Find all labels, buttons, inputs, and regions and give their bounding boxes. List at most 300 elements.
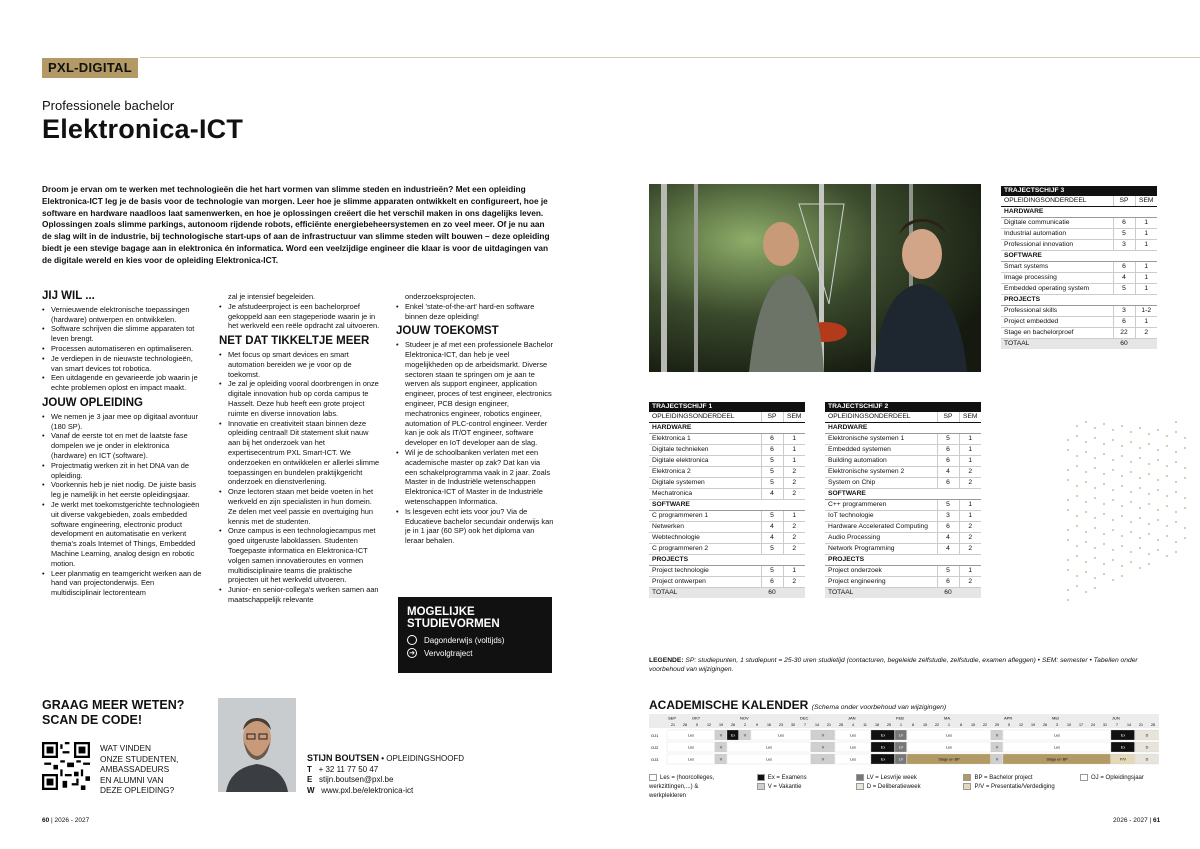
table-row bbox=[1001, 240, 1157, 251]
course-sem: 1-2 bbox=[1135, 306, 1157, 317]
col-header: SEM bbox=[783, 412, 805, 423]
calendar-cell-label: Ex bbox=[730, 733, 736, 738]
day-label: 8 bbox=[960, 723, 962, 727]
course-sp: 4 bbox=[1113, 273, 1135, 284]
calendar-cell-label: Ex bbox=[1120, 745, 1126, 750]
calendar-cell-label: V bbox=[719, 745, 723, 750]
contact-name: STIJN BOUTSEN bbox=[307, 753, 380, 763]
calendar-cell-label: Ex bbox=[880, 733, 886, 738]
calendar-cell-label: Les bbox=[687, 733, 695, 738]
course-sem: 2 bbox=[959, 467, 981, 478]
list-item: • Is lesgeven echt iets voor jou? Via de Educatieve bachelor secundair onderwijs kan je in 1 jaar (60 SP) ook het diploma van leraar behalen. bbox=[396, 507, 554, 546]
table-row bbox=[649, 522, 805, 533]
swatch-les bbox=[649, 774, 657, 781]
day-label: 15 bbox=[923, 723, 927, 727]
calendar-cell-label: Les bbox=[687, 745, 695, 750]
table-row bbox=[649, 467, 805, 478]
day-label: 3 bbox=[1056, 723, 1058, 727]
brand-tag: PXL-DIGITAL bbox=[42, 58, 138, 78]
calendar-cell-label: V bbox=[821, 745, 825, 750]
column-3 bbox=[396, 292, 554, 546]
day-label: 8 bbox=[912, 723, 914, 727]
course-name: Digitale technieken bbox=[649, 445, 761, 456]
day-label: 21 bbox=[1139, 723, 1143, 727]
list-item: • Software schrijven die slimme apparaten tot leven brengt. bbox=[42, 324, 202, 344]
course-sp: 4 bbox=[761, 489, 783, 500]
list-tikkeltje-meer bbox=[219, 350, 382, 605]
course-sem: 2 bbox=[783, 467, 805, 478]
option-dagonderwijs[interactable]: Dagonderwijs (voltijds) bbox=[407, 635, 543, 645]
meer-weten-heading: GRAAG MEER WETEN? SCAN DE CODE! bbox=[42, 698, 185, 727]
table-row bbox=[649, 511, 805, 522]
course-sp: 6 bbox=[761, 445, 783, 456]
day-label: 28 bbox=[683, 723, 687, 727]
course-sp: 3 bbox=[1113, 240, 1135, 251]
course-sp: 6 bbox=[937, 456, 959, 467]
col-header: OPLEIDINGSONDERDEEL bbox=[1001, 196, 1113, 207]
list-item: • Vernieuwende elektronische toepassingen (hardware) ontwerpen en ontwikkelen. bbox=[42, 305, 202, 325]
column-1 bbox=[42, 292, 202, 598]
list-item: • Voorkennis heb je niet nodig. De juiste basis leg je namelijk in het eerste opleidingsjaar. bbox=[42, 480, 202, 500]
col-header: SP bbox=[937, 412, 959, 423]
course-name: Project engineering bbox=[825, 577, 937, 588]
day-label: 7 bbox=[1116, 723, 1118, 727]
day-label: 26 bbox=[731, 723, 735, 727]
day-label: 15 bbox=[971, 723, 975, 727]
section-header: PROJECTS bbox=[649, 555, 805, 566]
table-row bbox=[649, 434, 805, 445]
list-afstudeer bbox=[219, 302, 382, 331]
course-sem: 1 bbox=[959, 456, 981, 467]
calendar-cell-label: V bbox=[995, 757, 999, 762]
course-name: Professional innovation bbox=[1001, 240, 1113, 251]
col-header: OPLEIDINGSONDERDEEL bbox=[825, 412, 937, 423]
calendar-cell-label: Ex bbox=[1120, 733, 1126, 738]
day-label: 21 bbox=[671, 723, 675, 727]
kalender-legend: Les = (hoorcolleges, werkzittingen,...) & werkplekleren Ex = Examens V = Vakantie LV = Lesvrije week D = Deliberatieweek BP = Bachelor project P/V = Presentatie/Verdediging OJ = Opleidingsjaar bbox=[649, 775, 1144, 800]
table-row bbox=[649, 544, 805, 555]
table-row bbox=[825, 456, 981, 467]
calendar-cell-label: V bbox=[719, 733, 723, 738]
course-sem: 1 bbox=[783, 566, 805, 577]
col-header: SEM bbox=[1135, 196, 1157, 207]
calendar-cell-label: LV bbox=[898, 733, 904, 738]
course-sem: 2 bbox=[783, 577, 805, 588]
legende: LEGENDE: SP: studiepunten, 1 studiepunt = 25-30 uren studietijd (contacturen, begeleide zelfstudie, zelfstudie, examen afleggen) • SEM: semester • Tabellen onder voorbehoud van wijzigingen. bbox=[649, 657, 1138, 673]
list-item: • Innovatie en creativiteit staan binnen deze opleiding centraal! Dit statement sluit nauw aan bij het onderzoek van het expertisecentrum PXL Smart-ICT. We onderzoeken en ontwikkelen er allerlei slimme toepassingen en bundelen praktijkgericht onderzoek en dienstverlening. bbox=[219, 419, 382, 488]
list-item: • Enkel 'state-of-the-art' hard-en software binnen deze opleiding! bbox=[396, 302, 554, 322]
radio-empty-icon bbox=[407, 635, 417, 645]
day-label: 14 bbox=[815, 723, 819, 727]
list-item: • Processen automatiseren en optimaliseren. bbox=[42, 344, 202, 354]
kalender-title: ACADEMISCHE KALENDER (Schema onder voorbehoud van wijzigingen) bbox=[649, 698, 947, 712]
section-header: SOFTWARE bbox=[1001, 251, 1157, 262]
table-row bbox=[649, 478, 805, 489]
day-label: 26 bbox=[1043, 723, 1047, 727]
list-item: • Je verdiepen in de nieuwste technologieën, van smart devices tot robotica. bbox=[42, 354, 202, 374]
course-sem: 1 bbox=[1135, 229, 1157, 240]
list-item: onderzoeksprojecten. bbox=[405, 292, 476, 301]
calendar-cell-label: Stage en BP bbox=[938, 757, 960, 762]
section-header: PROJECTS bbox=[1001, 295, 1157, 306]
list-item: • Junior- en senior-collega's werken samen aan maatschappelijk relevante bbox=[219, 585, 382, 605]
course-name: IoT technologie bbox=[825, 511, 937, 522]
course-name: Network Programming bbox=[825, 544, 937, 555]
course-sp: 5 bbox=[937, 434, 959, 445]
table-row bbox=[1001, 317, 1157, 328]
calendar-cell-label: V bbox=[995, 745, 999, 750]
course-name: Elektronische systemen 1 bbox=[825, 434, 937, 445]
day-label: 1 bbox=[948, 723, 950, 727]
course-name: C++ programmeren bbox=[825, 500, 937, 511]
contact-email[interactable]: stijn.boutsen@pxl.be bbox=[319, 775, 394, 784]
table-row bbox=[1001, 229, 1157, 240]
heading-jouw-toekomst: JOUW TOEKOMST bbox=[396, 325, 499, 338]
calendar-cell-label: Stage en BP bbox=[1046, 757, 1068, 762]
row-label: OJ2 bbox=[651, 745, 659, 750]
course-sem: 1 bbox=[959, 500, 981, 511]
section-header: HARDWARE bbox=[649, 423, 805, 434]
swatch-d bbox=[856, 783, 864, 790]
course-sem: 2 bbox=[783, 489, 805, 500]
day-label: 16 bbox=[767, 723, 771, 727]
course-sp: 5 bbox=[761, 478, 783, 489]
list-item: • Met focus op smart devices en smart automation bereiden we je voor op de toekomst. bbox=[219, 350, 382, 379]
day-label: 24 bbox=[1091, 723, 1095, 727]
swatch-oj bbox=[1080, 774, 1088, 781]
studievormen-box bbox=[398, 597, 552, 673]
footer-left: 60 | 2026 - 2027 bbox=[42, 817, 90, 824]
course-sp: 6 bbox=[761, 434, 783, 445]
table-row bbox=[825, 434, 981, 445]
swatch-bp bbox=[963, 774, 971, 781]
course-sem: 2 bbox=[783, 478, 805, 489]
calendar-cell-label: P/V bbox=[1119, 757, 1127, 762]
studievormen-title-2: STUDIEVORMEN bbox=[407, 618, 500, 630]
course-name: Project ontwerpen bbox=[649, 577, 761, 588]
table-row bbox=[825, 577, 981, 588]
course-sp: 6 bbox=[937, 478, 959, 489]
calendar-cell-label: Les bbox=[777, 733, 785, 738]
page-subtitle: Professionele bachelor bbox=[42, 98, 175, 113]
day-label: 28 bbox=[839, 723, 843, 727]
day-label: 12 bbox=[1019, 723, 1023, 727]
calendar-cell-label: Les bbox=[849, 733, 857, 738]
month-label: MA. bbox=[944, 715, 952, 721]
decorative-dot-pattern bbox=[1060, 420, 1200, 620]
course-sp: 6 bbox=[937, 577, 959, 588]
day-label: 7 bbox=[804, 723, 806, 727]
table-row bbox=[1001, 306, 1157, 317]
course-sp: 4 bbox=[761, 533, 783, 544]
calendar-cell-label: Les bbox=[1053, 733, 1061, 738]
month-label: SEP bbox=[668, 715, 677, 721]
course-sp: 4 bbox=[937, 533, 959, 544]
list-jouw-toekomst bbox=[396, 340, 554, 546]
table-row bbox=[649, 533, 805, 544]
students-lab-photo bbox=[649, 184, 981, 372]
academic-calendar-grid bbox=[649, 714, 1159, 768]
course-name: Mechatronica bbox=[649, 489, 761, 500]
day-label: 22 bbox=[935, 723, 939, 727]
month-label: FEB bbox=[896, 715, 904, 721]
list-item: • Studeer je af met een professionele Bachelor Elektronica-ICT, dan heb je veel mogelijkheden op de arbeidsmarkt. Diverse sectoren staan te springen om je aan te werven als support engineer, application engineer, proces of test engineer, electronics engineer, PCB design engineer, mechatronics engineer, robotics engineer, automation of PLC-control engineer. Verder kan je ook als IT/OT engineer, software developer en IoT developer aan de slag. bbox=[396, 340, 554, 448]
day-label: 10 bbox=[1067, 723, 1071, 727]
list-state-of-art bbox=[396, 302, 554, 322]
list-jij-wil bbox=[42, 305, 202, 393]
table-trajectschijf-3 bbox=[1001, 186, 1157, 349]
table-row bbox=[825, 522, 981, 533]
day-label: 31 bbox=[1103, 723, 1107, 727]
list-item: • Een uitdagende en gevarieerde job waarin je echte problemen oplost en impact maakt. bbox=[42, 373, 202, 393]
portrait-photo bbox=[218, 698, 296, 792]
calendar-cell-label: LV bbox=[898, 757, 904, 762]
table-row bbox=[825, 511, 981, 522]
course-sem: 2 bbox=[959, 544, 981, 555]
course-sp: 6 bbox=[1113, 218, 1135, 229]
total-row: TOTAAL 60 bbox=[825, 588, 981, 599]
total-row: TOTAAL 60 bbox=[649, 588, 805, 599]
course-sem: 2 bbox=[959, 478, 981, 489]
section-header: HARDWARE bbox=[825, 423, 981, 434]
col-header: SP bbox=[761, 412, 783, 423]
course-sem: 1 bbox=[1135, 240, 1157, 251]
table-row bbox=[649, 577, 805, 588]
calendar-cell-label: Les bbox=[687, 757, 695, 762]
month-label: OKT bbox=[692, 715, 701, 721]
course-sp: 4 bbox=[937, 544, 959, 555]
table-row bbox=[825, 500, 981, 511]
column-2 bbox=[219, 292, 382, 605]
course-name: Digitale communicatie bbox=[1001, 218, 1113, 229]
day-label: 19 bbox=[1031, 723, 1035, 727]
month-label: APR bbox=[1004, 715, 1013, 721]
contact-phone[interactable]: + 32 11 77 50 47 bbox=[318, 764, 379, 774]
month-label: NOV bbox=[740, 715, 749, 721]
course-sp: 5 bbox=[761, 511, 783, 522]
calendar-cell-label: V bbox=[743, 733, 747, 738]
course-sem: 1 bbox=[959, 511, 981, 522]
table-row bbox=[1001, 284, 1157, 295]
course-name: Elektronica 1 bbox=[649, 434, 761, 445]
course-sem: 1 bbox=[959, 566, 981, 577]
day-label: 17 bbox=[1079, 723, 1083, 727]
course-sem: 2 bbox=[783, 522, 805, 533]
course-sp: 6 bbox=[937, 522, 959, 533]
list-item: • We nemen je 3 jaar mee op digitaal avontuur (180 SP). bbox=[42, 412, 202, 432]
course-name: Netwerken bbox=[649, 522, 761, 533]
course-sem: 1 bbox=[783, 456, 805, 467]
course-name: Elektronische systemen 2 bbox=[825, 467, 937, 478]
course-sem: 1 bbox=[783, 445, 805, 456]
table-row bbox=[649, 456, 805, 467]
table-row bbox=[1001, 328, 1157, 339]
month-label: JUN bbox=[1112, 715, 1120, 721]
course-sp: 4 bbox=[937, 467, 959, 478]
course-sp: 5 bbox=[761, 566, 783, 577]
table-trajectschijf-2 bbox=[825, 402, 981, 598]
calendar-cell-label: Les bbox=[945, 733, 953, 738]
course-name: Image processing bbox=[1001, 273, 1113, 284]
calendar-cell-label: Les bbox=[765, 757, 773, 762]
list-item: • Wil je de schoolbanken verlaten met een academische master op zak? Dat kan via een schakelprogramma vaak in 2 jaar. Zoals Master in de Industriële wetenschappen Elektronica-ICT of Master in de Industriële wetenschappen Informatica. bbox=[396, 448, 554, 507]
calendar-cell-label: Les bbox=[945, 745, 953, 750]
list-item: • Leer planmatig en teamgericht werken aan de hand van projectonderwijs. Een multidisciplinair lectorenteam bbox=[42, 569, 202, 598]
table-row bbox=[825, 533, 981, 544]
arrow-right-icon: ➔ bbox=[407, 648, 417, 658]
calendar-cell-label: V bbox=[821, 757, 825, 762]
footer-right: 2026 - 2027 | 61 bbox=[1113, 817, 1161, 824]
col-header: SEM bbox=[959, 412, 981, 423]
row-label: OJ1 bbox=[651, 733, 659, 738]
list-item: zal je intensief begeleiden. bbox=[228, 292, 316, 301]
day-label: 29 bbox=[995, 723, 999, 727]
month-label: JAN bbox=[848, 715, 856, 721]
total-row: TOTAAL 60 bbox=[1001, 339, 1157, 350]
course-sp: 6 bbox=[761, 577, 783, 588]
day-label: 5 bbox=[696, 723, 698, 727]
course-sem: 2 bbox=[1135, 328, 1157, 339]
day-label: 23 bbox=[779, 723, 783, 727]
calendar-cell-label: Les bbox=[849, 757, 857, 762]
course-sem: 2 bbox=[783, 533, 805, 544]
day-label: 28 bbox=[1151, 723, 1155, 727]
list-item: • Onze campus is een technologiecampus met goed uitgeruste laboklassen. Studenten Toegepaste informatica en Elektronica-ICT volgen samen innovatieroutes en vormen multidisciplinaire teams die praktische projecten uit het werkveld uitvoeren. bbox=[219, 526, 382, 585]
section-header: HARDWARE bbox=[1001, 207, 1157, 218]
course-name: Webtechnologie bbox=[649, 533, 761, 544]
heading-jouw-opleiding: JOUW OPLEIDING bbox=[42, 396, 143, 409]
course-sp: 6 bbox=[1113, 317, 1135, 328]
course-name: Stage en bachelorproef bbox=[1001, 328, 1113, 339]
contact-website[interactable]: www.pxl.be/elektronica-ict bbox=[321, 785, 414, 795]
course-sp: 5 bbox=[761, 544, 783, 555]
table-row bbox=[825, 566, 981, 577]
option-vervolgtraject[interactable]: ➔ Vervolgtraject bbox=[407, 648, 543, 658]
course-sem: 2 bbox=[959, 577, 981, 588]
course-sem: 1 bbox=[783, 434, 805, 445]
table-row bbox=[649, 489, 805, 500]
list-item: • Projectmatig werken zit in het DNA van de opleiding. bbox=[42, 461, 202, 481]
course-sp: 5 bbox=[761, 456, 783, 467]
month-label: DEC bbox=[800, 715, 809, 721]
course-sem: 1 bbox=[959, 434, 981, 445]
course-name: Project embedded bbox=[1001, 317, 1113, 328]
col-header: OPLEIDINGSONDERDEEL bbox=[649, 412, 761, 423]
table-row bbox=[825, 467, 981, 478]
course-name: Hardware Accelerated Computing bbox=[825, 522, 937, 533]
table-row bbox=[825, 478, 981, 489]
course-name: C programmeren 1 bbox=[649, 511, 761, 522]
day-label: 9 bbox=[756, 723, 758, 727]
course-name: Audio Processing bbox=[825, 533, 937, 544]
list-item: • Onze lectoren staan met beide voeten in het werkveld en zijn specialisten in hun domein. Ze delen met veel passie en overtuiging hun kennis met de studenten. bbox=[219, 487, 382, 526]
day-label: 14 bbox=[1127, 723, 1131, 727]
course-name: C programmeren 2 bbox=[649, 544, 761, 555]
course-sp: 3 bbox=[1113, 306, 1135, 317]
table-row bbox=[1001, 218, 1157, 229]
course-sem: 1 bbox=[783, 511, 805, 522]
calendar-cell-label: Les bbox=[849, 745, 857, 750]
day-label: 18 bbox=[875, 723, 879, 727]
course-sp: 22 bbox=[1113, 328, 1135, 339]
day-label: 25 bbox=[887, 723, 891, 727]
swatch-ex bbox=[757, 774, 765, 781]
calendar-cell-label: D bbox=[1145, 745, 1149, 750]
course-sem: 2 bbox=[959, 533, 981, 544]
course-name: Digitale elektronica bbox=[649, 456, 761, 467]
table-row bbox=[825, 445, 981, 456]
section-header: PROJECTS bbox=[825, 555, 981, 566]
course-name: System on Chip bbox=[825, 478, 937, 489]
course-sem: 2 bbox=[783, 544, 805, 555]
course-sp: 5 bbox=[761, 467, 783, 478]
course-name: Smart systems bbox=[1001, 262, 1113, 273]
course-sp: 6 bbox=[937, 445, 959, 456]
course-sem: 2 bbox=[959, 522, 981, 533]
intro-paragraph: Droom je ervan om te werken met technologieën die het hart vormen van slimme steden en industrieën? Met een opleiding Elektronica-ICT leg je de basis voor de technologie van morgen. Leer hoe je slimme apparaten ontwikkelt en configureert, hoe je software en hardware naadloos laat samenwerken, en hoe je oplossingen creëert die het verschil maken in ons dagelijks leven. Oplossingen zoals slimme parkings, autonoom rijdende robots, efficiënte energiebeheersystemen en zo veel meer. Of je nu aan de slag wilt in de industrie, bij technologische start-ups of aan de infrastructuur van slimme steden wilt bouwen – deze opleiding biedt je een stevige bagage aan in elektronica én informatica. Word een veelzijdige engineer die klaar is voor de uitdagingen van de digitale wereld en kies voor de opleiding Elektronica-ICT. bbox=[42, 184, 550, 265]
calendar-cell-label: Ex bbox=[880, 745, 886, 750]
contact-role: OPLEIDINGSHOOFD bbox=[386, 754, 465, 763]
course-sp: 5 bbox=[937, 500, 959, 511]
list-item: • Je afstudeerproject is een bachelorproef gekoppeld aan een stageperiode waarin je in het werkveld een reële opdracht zal uitvoeren. bbox=[219, 302, 382, 331]
course-name: Project onderzoek bbox=[825, 566, 937, 577]
course-sem: 1 bbox=[1135, 317, 1157, 328]
calendar-cell-label: D bbox=[1145, 757, 1149, 762]
table-trajectschijf-1 bbox=[649, 402, 805, 598]
calendar-cell-label: LV bbox=[898, 745, 904, 750]
list-item: • Je zal je opleiding vooral doorbrengen in onze digitale innovation hub op corda campus te Hasselt. Deze hub heeft een grote project ruimte en diverse innovation labs. bbox=[219, 379, 382, 418]
course-sem: 1 bbox=[1135, 218, 1157, 229]
course-name: Project technologie bbox=[649, 566, 761, 577]
course-name: Industrial automation bbox=[1001, 229, 1113, 240]
course-sp: 5 bbox=[1113, 284, 1135, 295]
section-header: SOFTWARE bbox=[825, 489, 981, 500]
heading-jij-wil: JIJ WIL ... bbox=[42, 290, 95, 302]
course-sp: 6 bbox=[1113, 262, 1135, 273]
contact-block: STIJN BOUTSEN • OPLEIDINGSHOOFD T + 32 11 77 50 47 E stijn.boutsen@pxl.be W www.pxl.be/elektronica-ict bbox=[307, 753, 465, 795]
table-row bbox=[1001, 262, 1157, 273]
month-label: MEI bbox=[1052, 715, 1060, 721]
studievormen-title-1: MOGELIJKE bbox=[407, 606, 475, 618]
day-label: 2 bbox=[744, 723, 746, 727]
calendar-cell-label: V bbox=[719, 757, 723, 762]
calendar-cell-label: D bbox=[1145, 733, 1149, 738]
course-sem: 1 bbox=[1135, 273, 1157, 284]
day-label: 5 bbox=[1008, 723, 1010, 727]
course-sp: 3 bbox=[937, 511, 959, 522]
course-sem: 1 bbox=[1135, 284, 1157, 295]
table-row bbox=[1001, 273, 1157, 284]
calendar-cell-label: Ex bbox=[880, 757, 886, 762]
course-sem: 1 bbox=[959, 445, 981, 456]
list-item: • Je werkt met toekomstgerichte technologieën uit diverse vakgebieden, zoals embedded software engineering, electronic product development en automatisatie en verkent thema's zoals Internet of Things, Embedded Machine Learning, analog design en robotic motion. bbox=[42, 500, 202, 569]
top-divider bbox=[140, 57, 1200, 58]
course-sp: 5 bbox=[1113, 229, 1135, 240]
table-title: TRAJECTSCHIJF 1 bbox=[649, 402, 805, 412]
heading-tikkeltje-meer: NET DAT TIKKELTJE MEER bbox=[219, 335, 370, 348]
list-jouw-opleiding bbox=[42, 412, 202, 598]
day-label: 30 bbox=[791, 723, 795, 727]
qr-code-icon[interactable] bbox=[42, 742, 90, 790]
course-sem: 1 bbox=[1135, 262, 1157, 273]
table-title: TRAJECTSCHIJF 2 bbox=[825, 402, 981, 412]
course-name: Professional skills bbox=[1001, 306, 1113, 317]
calendar-cell-label: V bbox=[821, 733, 825, 738]
day-label: 22 bbox=[983, 723, 987, 727]
table-title: TRAJECTSCHIJF 3 bbox=[1001, 186, 1157, 196]
row-label: OJ3 bbox=[651, 757, 659, 762]
course-name: Embedded operating system bbox=[1001, 284, 1113, 295]
